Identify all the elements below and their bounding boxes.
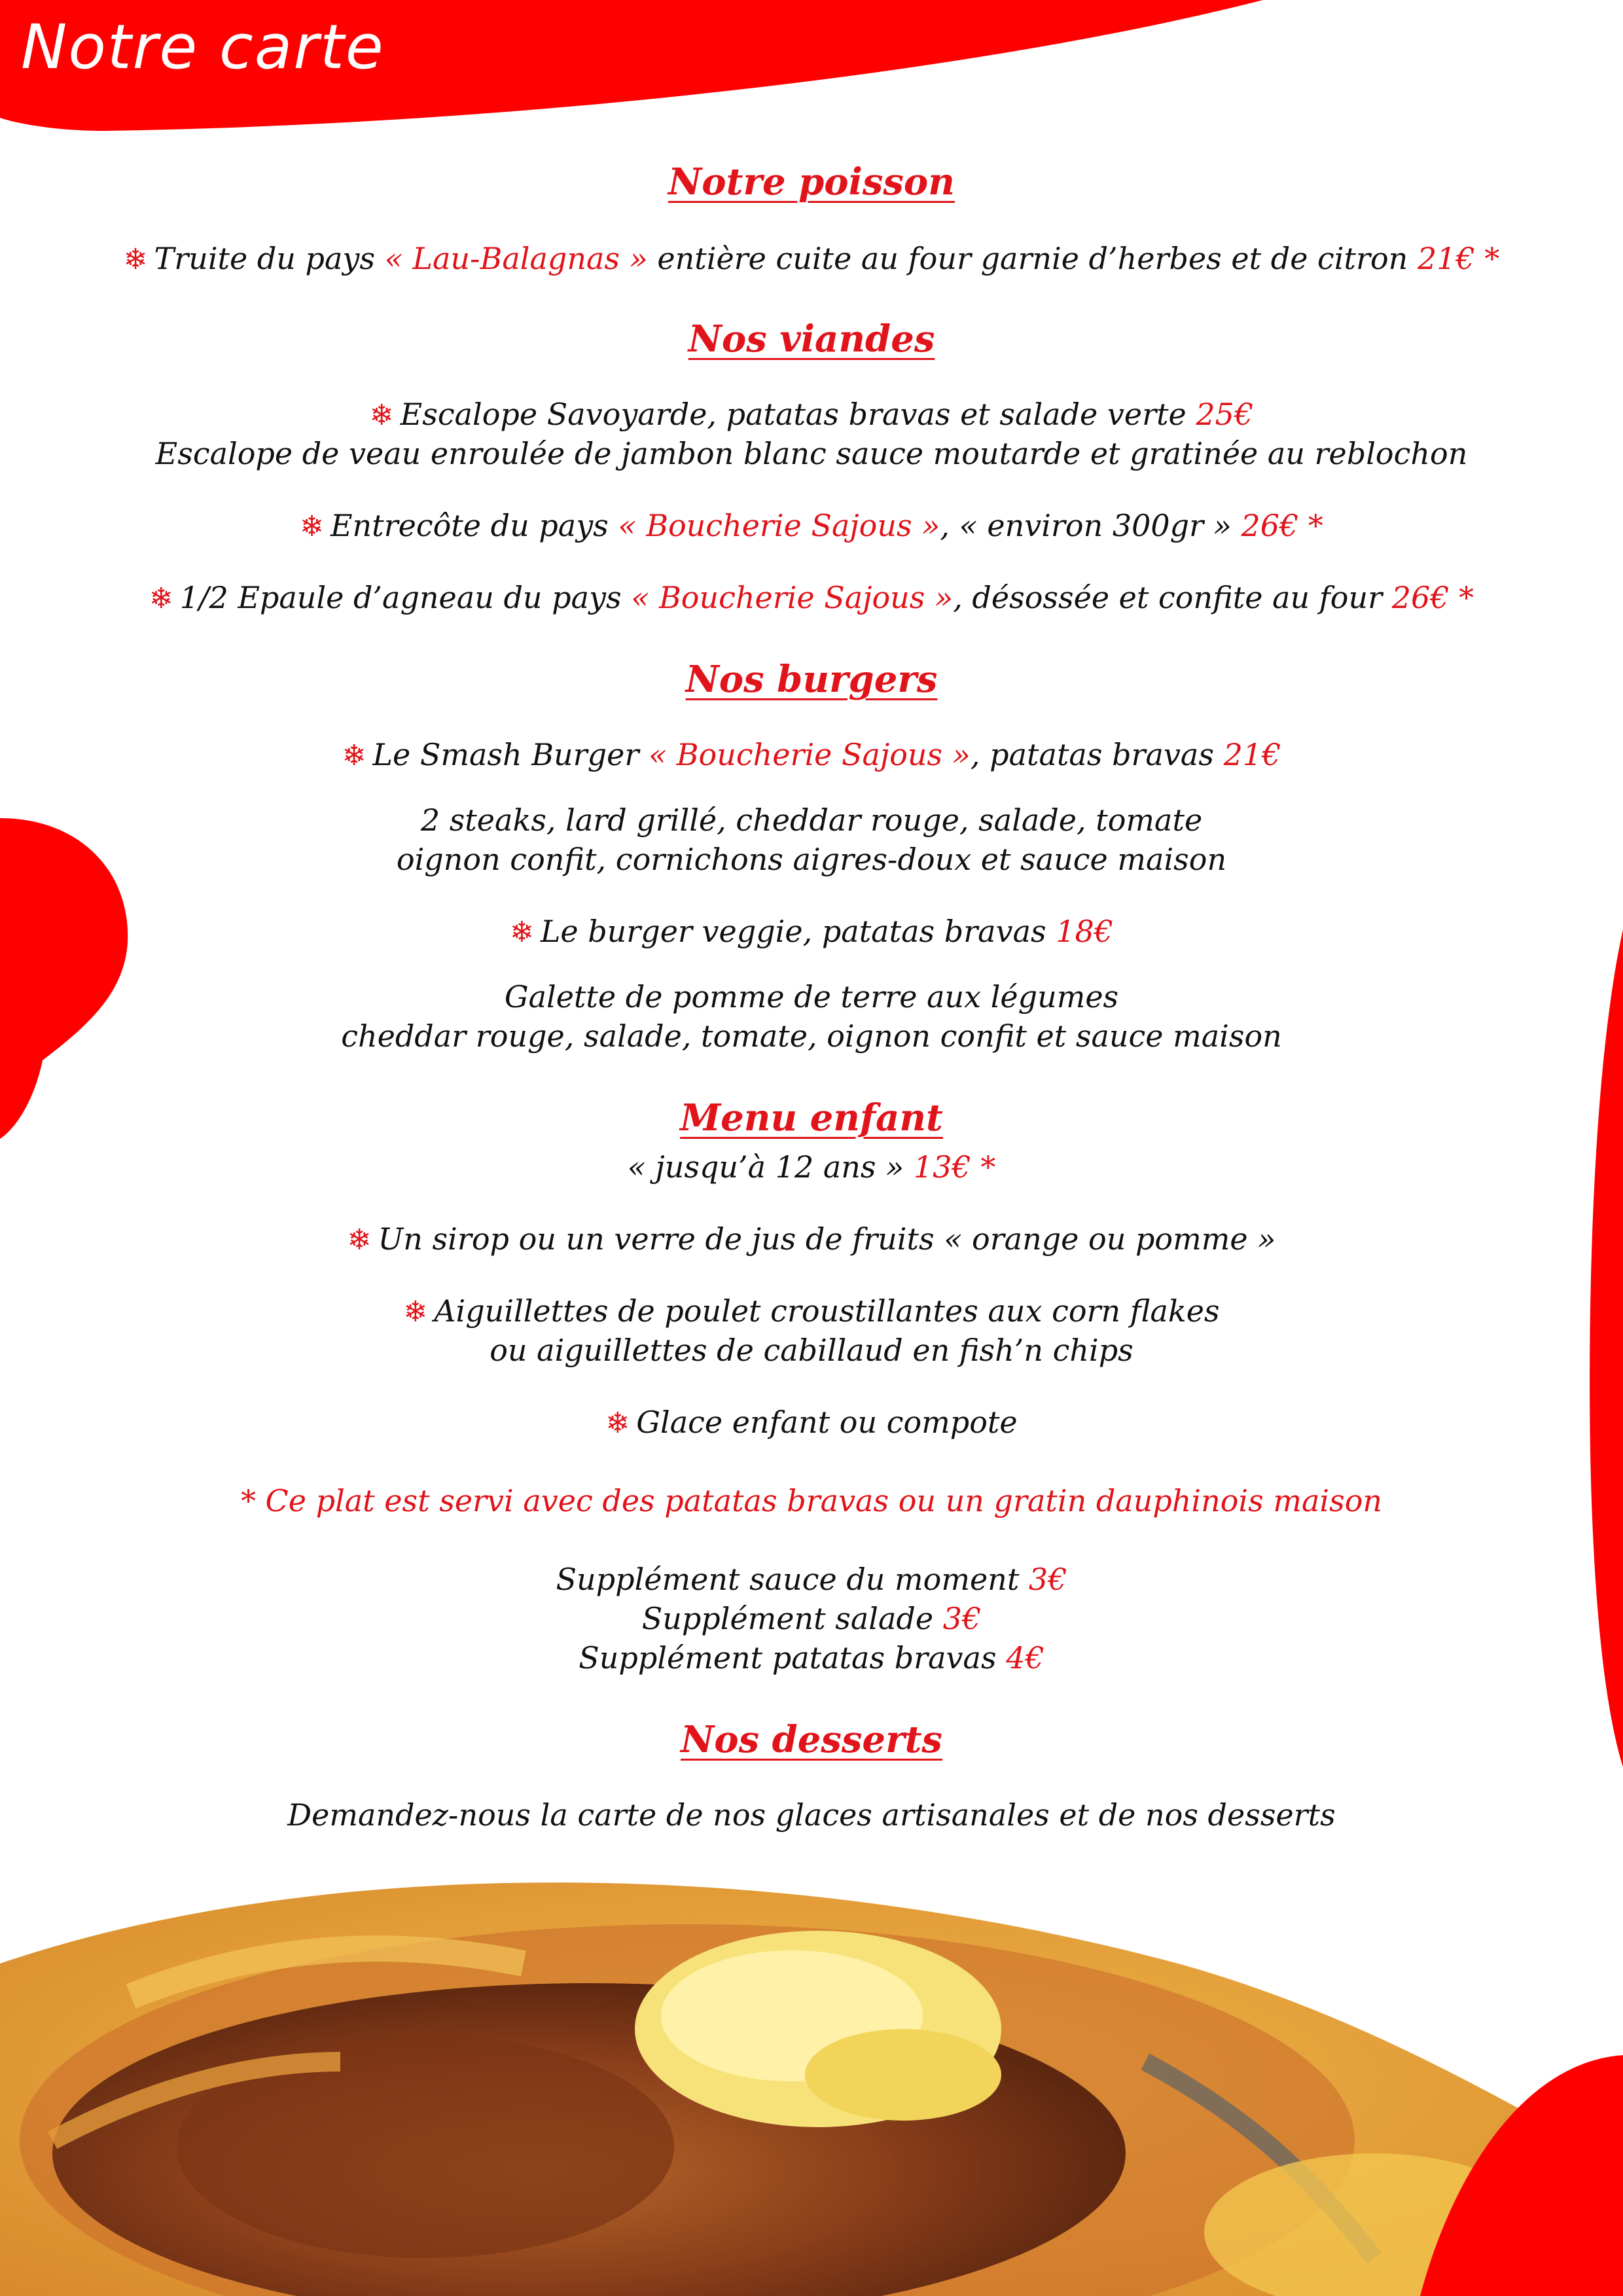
menu-item-smash-burger [0, 735, 1623, 776]
menu-enfant-plat [0, 1291, 1623, 1332]
item-brand: « Lau-Balagnas » [384, 241, 648, 276]
page-title: Notre carte [21, 12, 385, 83]
supplement-price: 3€ [942, 1601, 982, 1636]
section-heading-desserts: Nos desserts [681, 1718, 942, 1761]
supplement-patatas [0, 1638, 1623, 1677]
menu-item-veggie-desc-2: cheddar rouge, salade, tomate, oignon confit et sauce maison [341, 1018, 1282, 1054]
section-heading-enfant: Menu enfant [680, 1096, 943, 1139]
item-price: 18€ [1056, 914, 1114, 949]
snowflake-icon: ❄ [369, 399, 394, 432]
supplement-sauce [0, 1560, 1623, 1599]
supplement-salade [0, 1599, 1623, 1638]
menu-enfant-dessert [0, 1403, 1623, 1443]
snowflake-icon: ❄ [605, 1407, 630, 1440]
item-text: Truite du pays [154, 241, 385, 276]
supplement-label: Supplément patatas bravas [579, 1640, 1007, 1676]
item-name: Escalope Savoyarde, patatas bravas et salade verte [400, 397, 1196, 432]
item-text-2: entière cuite au four garnie d’herbes et de citron [647, 241, 1418, 276]
supplement-label: Supplément salade [641, 1601, 943, 1636]
menu-item-epaule [0, 578, 1623, 619]
item-text-2: , « environ 300gr » [940, 508, 1241, 543]
item-brand: « Boucherie Sajous » [631, 580, 954, 615]
snowflake-icon: ❄ [509, 916, 534, 949]
menu-item-veggie-burger [0, 912, 1623, 952]
menu-item-smash-desc-2: oignon confit, cornichons aigres-doux et sauce maison [396, 842, 1227, 877]
menu-enfant-plat-alt: ou aiguillettes de cabillaud en fish’n chips [490, 1333, 1133, 1368]
item-text: Aiguillettes de poulet croustillantes aux corn flakes [434, 1293, 1220, 1329]
item-text: Entrecôte du pays [330, 508, 618, 543]
item-text: Glace enfant ou compote [636, 1405, 1018, 1440]
item-price: 13€ * [913, 1149, 996, 1185]
section-heading-viandes: Nos viandes [688, 317, 935, 361]
food-photo [0, 1865, 1623, 2296]
menu-enfant-age [0, 1147, 1623, 1187]
snowflake-icon: ❄ [342, 739, 366, 772]
item-price: 21€ [1223, 737, 1281, 772]
item-brand: « Boucherie Sajous » [618, 508, 940, 543]
desserts-text: Demandez-nous la carte de nos glaces artisanales et de nos desserts [287, 1797, 1336, 1833]
supplement-price: 3€ [1028, 1562, 1067, 1597]
menu-item-escalope [0, 395, 1623, 435]
menu-item-escalope-desc: Escalope de veau enroulée de jambon blanc sauce moutarde et gratinée au reblochon [155, 436, 1468, 471]
item-brand: « Boucherie Sajous » [648, 737, 971, 772]
snowflake-icon: ❄ [300, 510, 324, 543]
item-text-2: , désossée et confite au four [953, 580, 1392, 615]
item-price: 25€ [1196, 397, 1254, 432]
age-text: « jusqu’à 12 ans » [627, 1149, 914, 1185]
item-price: 21€ * [1417, 241, 1500, 276]
item-price: 26€ * [1241, 508, 1323, 543]
section-heading-poisson: Notre poisson [668, 160, 955, 204]
item-text: Le Smash Burger [372, 737, 649, 772]
menu-item-entrecote [0, 506, 1623, 547]
item-text: Un sirop ou un verre de jus de fruits « orange ou pomme » [378, 1221, 1276, 1257]
menu-item-smash-desc-1: 2 steaks, lard grillé, cheddar rouge, salade, tomate [420, 802, 1203, 838]
snowflake-icon: ❄ [403, 1295, 428, 1329]
menu-item-truite [0, 239, 1623, 279]
menu-enfant-boisson [0, 1219, 1623, 1260]
snowflake-icon: ❄ [149, 582, 173, 615]
item-text: 1/2 Epaule d’agneau du pays [179, 580, 632, 615]
item-price: 26€ * [1391, 580, 1474, 615]
snowflake-icon: ❄ [347, 1223, 372, 1257]
item-text-2: , patatas bravas [970, 737, 1224, 772]
footnote: * Ce plat est servi avec des patatas bravas ou un gratin dauphinois maison [240, 1483, 1383, 1518]
section-heading-burgers: Nos burgers [685, 658, 938, 701]
item-name: Le burger veggie, patatas bravas [540, 914, 1056, 949]
snowflake-icon: ❄ [123, 243, 148, 276]
supplement-price: 4€ [1006, 1640, 1044, 1676]
supplement-label: Supplément sauce du moment [556, 1562, 1029, 1597]
menu-item-veggie-desc-1: Galette de pomme de terre aux légumes [504, 979, 1119, 1014]
